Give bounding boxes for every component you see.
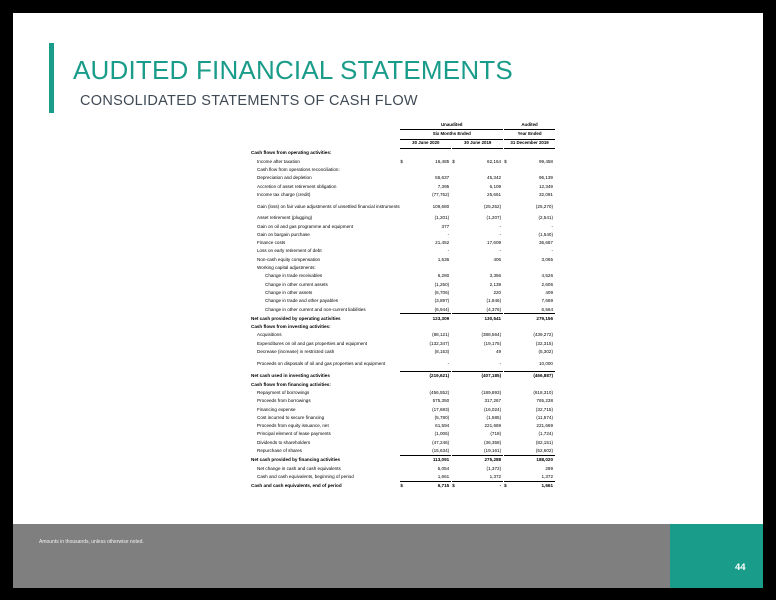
row-label: Expenditures on oil and gas properties and equipment [257, 340, 368, 346]
value-30-jun-2020: 61,594 [435, 423, 450, 429]
table-row [250, 438, 555, 446]
table-row [250, 356, 555, 372]
value-30-jun-2020 [407, 165, 452, 173]
value-30-jun-2020 [407, 380, 452, 388]
value-31-dec-2019: 3,065 [541, 256, 553, 262]
table-row [250, 472, 555, 481]
table-row [250, 323, 555, 331]
table-row [250, 347, 555, 355]
row-label: Change in other assets [265, 289, 313, 295]
value-30-jun-2019: 221,669 [484, 423, 502, 429]
table-row [250, 239, 555, 247]
value-30-jun-2020: 109,680 [432, 203, 450, 209]
currency-symbol: $ [452, 158, 455, 164]
row-label: Cost incurred to secure financing [257, 414, 325, 420]
value-31-dec-2019: (466,887) [510, 371, 555, 380]
value-30-jun-2020 [407, 148, 452, 157]
value-30-jun-2019: (36,358) [483, 439, 502, 445]
row-label: Net cash used in investing activities [251, 373, 330, 379]
value-30-jun-2019 [458, 263, 503, 271]
value-30-jun-2019: (19,161) [483, 448, 502, 454]
footnote: Amounts in thousands, unless otherwise noted. [39, 539, 144, 545]
row-label: Repurchase of shares [257, 448, 302, 454]
value-31-dec-2019: - [551, 223, 553, 229]
table-row [250, 446, 555, 455]
table-row [250, 405, 555, 413]
value-30-jun-2019: 62,164 [487, 158, 502, 164]
value-30-jun-2019: 275,288 [458, 455, 503, 464]
row-label: Non-cash equity compensation [257, 256, 321, 262]
value-30-jun-2019: 130,541 [458, 314, 503, 323]
row-label: Income tax charge (credit) [257, 192, 311, 197]
value-31-dec-2019: 2,606 [541, 281, 553, 287]
value-30-jun-2020: - [447, 231, 450, 237]
value-31-dec-2019: (2,541) [538, 215, 553, 221]
value-30-jun-2020: (47,246) [432, 439, 450, 445]
value-30-jun-2020: (456,552) [429, 389, 450, 395]
value-30-jun-2020: 6,715 [407, 481, 452, 490]
value-31-dec-2019: (1,540) [538, 231, 553, 237]
row-label: Cash flows from operating activities: [251, 150, 332, 156]
value-31-dec-2019: 221,669 [536, 423, 553, 429]
value-30-jun-2019: - [499, 223, 502, 229]
unaudited-header: Unaudited [400, 121, 503, 130]
value-30-jun-2020: (6,944) [434, 306, 450, 312]
value-30-jun-2019: 220 [493, 289, 502, 295]
value-31-dec-2019 [510, 263, 555, 271]
value-30-jun-2019 [458, 323, 503, 331]
table-row [250, 148, 555, 157]
table-row [250, 214, 555, 222]
row-label: Accretion of asset retirement obligation [257, 183, 337, 189]
currency-symbol: $ [504, 481, 510, 490]
value-30-jun-2019: - [499, 360, 502, 366]
value-31-dec-2019: (32,315) [535, 340, 553, 346]
value-30-jun-2020: (15,634) [432, 448, 450, 454]
row-label: Change in other current assets [265, 281, 328, 287]
value-31-dec-2019: 4,526 [541, 273, 553, 279]
value-30-jun-2020: 123,309 [407, 314, 452, 323]
table-row [250, 280, 555, 288]
table-row [250, 314, 555, 323]
value-31-dec-2019: 188,020 [510, 455, 555, 464]
row-label: Depreciation and depletion [257, 175, 312, 181]
value-31-dec-2019: 96,139 [538, 175, 553, 181]
row-label: Repayment of borrowings [257, 389, 310, 395]
value-30-jun-2020: (1,250) [434, 281, 450, 287]
value-31-dec-2019 [510, 148, 555, 157]
value-30-jun-2019: 17,609 [487, 240, 502, 246]
value-30-jun-2019: 49 [495, 349, 502, 355]
table-row [250, 157, 555, 165]
value-30-jun-2019: (1,585) [486, 414, 502, 420]
value-30-jun-2020: 16,485 [435, 158, 450, 164]
row-label: Income after taxation [257, 158, 300, 164]
table-row [250, 247, 555, 255]
value-30-jun-2020: (219,621) [407, 371, 452, 380]
value-30-jun-2020: (8,153) [434, 349, 450, 355]
currency-symbol: $ [452, 481, 458, 490]
value-31-dec-2019: 1,661 [510, 481, 555, 490]
year-ended-header: Year Ended [504, 130, 555, 139]
table-row [250, 413, 555, 421]
table-row [250, 222, 555, 230]
value-30-jun-2019: (718) [490, 431, 502, 437]
value-30-jun-2019: (189,893) [481, 389, 502, 395]
table-row [250, 182, 555, 190]
value-30-jun-2019: (388,564) [481, 332, 502, 338]
value-30-jun-2020: (1,006) [434, 431, 450, 437]
row-label: Gain on bargain purchase [257, 231, 310, 237]
value-31-dec-2019: 99,458 [538, 158, 553, 164]
value-30-jun-2020: (77,752) [432, 192, 450, 197]
value-30-jun-2019: (1,372) [486, 465, 502, 471]
header-row-audit-status [250, 121, 555, 130]
value-31-dec-2019 [510, 165, 555, 173]
value-30-jun-2020: 1,536 [437, 256, 450, 262]
row-label: Proceeds from borrowings [257, 398, 311, 404]
value-30-jun-2020: 377 [441, 223, 450, 229]
row-label: Gain on oil and gas programme and equipment [257, 223, 354, 229]
value-30-jun-2019 [458, 165, 503, 173]
value-31-dec-2019: 6,564 [541, 306, 553, 312]
row-label: Dividends to shareholders [257, 439, 311, 445]
col3-date-header: 31 December 2019 [504, 139, 555, 148]
value-31-dec-2019: (32,715) [535, 406, 553, 412]
title-accent-bar [49, 43, 54, 113]
value-30-jun-2019: 406 [493, 256, 502, 262]
value-30-jun-2020: 55,637 [435, 175, 450, 181]
row-label: Change in trade receivables [265, 273, 323, 279]
row-label: Change in other current and non-current liabilities [265, 306, 366, 312]
value-31-dec-2019: (82,151) [535, 439, 553, 445]
table-row [250, 174, 555, 182]
value-30-jun-2020: 7,395 [437, 183, 450, 189]
cash-flow-table [250, 121, 555, 490]
value-30-jun-2020: - [447, 360, 450, 366]
row-label: Proceeds on disposals of oil and gas properties and equipment [257, 360, 386, 366]
col1-date-header: 30 June 2020 [400, 139, 451, 148]
currency-symbol: $ [400, 481, 406, 490]
value-31-dec-2019: 409 [545, 289, 553, 295]
footer-bar [13, 524, 670, 588]
row-label: Change in trade and other payables [265, 298, 339, 304]
table-row [250, 371, 555, 380]
table-row [250, 397, 555, 405]
six-months-header: Six Months Ended [400, 130, 503, 139]
value-30-jun-2019: - [458, 481, 503, 490]
row-label: Working capital adjustments: [257, 265, 316, 271]
row-label: Decrease (increase) in restricted cash [257, 349, 335, 355]
value-30-jun-2020: 6,280 [437, 273, 450, 279]
header-row-dates [250, 139, 555, 148]
value-30-jun-2020: 113,091 [407, 455, 452, 464]
header-row-period [250, 130, 555, 139]
value-30-jun-2019: 6,109 [489, 183, 502, 189]
value-31-dec-2019: 10,000 [538, 360, 553, 366]
value-31-dec-2019: 36,667 [538, 240, 553, 246]
value-30-jun-2019: (1,207) [486, 215, 502, 221]
value-30-jun-2019: (25,252) [483, 203, 502, 209]
value-30-jun-2019: (1,846) [486, 298, 502, 304]
row-label: Gain (loss) on fair value adjustments of unsettled financial instruments [257, 203, 400, 209]
row-label: Cash flow from operations reconciliation: [257, 167, 340, 173]
row-label: Cash and cash equivalents, end of period [251, 482, 342, 488]
value-31-dec-2019: - [551, 248, 553, 254]
value-30-jun-2019: - [499, 248, 502, 254]
value-30-jun-2020: - [447, 248, 450, 254]
table-row [250, 388, 555, 396]
value-30-jun-2019: 45,342 [487, 175, 502, 181]
table-row [250, 464, 555, 472]
value-30-jun-2020: 1,661 [437, 473, 450, 479]
value-31-dec-2019 [510, 380, 555, 388]
value-31-dec-2019: (5,302) [538, 349, 553, 355]
value-30-jun-2019: - [499, 231, 502, 237]
value-31-dec-2019: (52,602) [535, 448, 553, 454]
table-row [250, 263, 555, 271]
value-31-dec-2019: 1,372 [541, 473, 553, 479]
table-row [250, 430, 555, 438]
value-30-jun-2020: (88,121) [432, 332, 450, 338]
table-row [250, 380, 555, 388]
table-row [250, 422, 555, 430]
row-label: Principal element of lease payments [257, 431, 331, 437]
value-31-dec-2019: (11,574) [536, 414, 553, 420]
row-label: Net cash provided by operating activities [251, 315, 341, 321]
currency-symbol: $ [400, 158, 403, 164]
value-30-jun-2019: (16,024) [483, 406, 502, 412]
value-30-jun-2019: (19,175) [483, 340, 502, 346]
value-30-jun-2020 [407, 323, 452, 331]
row-label: Acquisitions [257, 332, 282, 338]
value-30-jun-2020 [407, 263, 452, 271]
col2-date-header: 30 June 2019 [452, 139, 503, 148]
table-row [250, 481, 555, 490]
value-30-jun-2019 [458, 380, 503, 388]
value-31-dec-2019: (25,270) [535, 203, 553, 209]
table-row [250, 165, 555, 173]
table-row [250, 455, 555, 464]
row-label: Financing expense [257, 406, 296, 412]
value-31-dec-2019 [510, 323, 555, 331]
page-title: AUDITED FINANCIAL STATEMENTS [73, 55, 513, 85]
table-row [250, 272, 555, 280]
page-number: 44 [735, 562, 746, 573]
table-row [250, 288, 555, 296]
value-31-dec-2019: (1,724) [538, 431, 553, 437]
row-label: Net cash provided by financing activities [251, 457, 341, 463]
value-31-dec-2019: (618,310) [533, 389, 553, 395]
value-30-jun-2019: 25,661 [487, 192, 502, 197]
slide [13, 13, 763, 588]
value-30-jun-2019: 3,356 [489, 273, 502, 279]
value-30-jun-2020: (3,897) [434, 298, 450, 304]
value-30-jun-2020: 575,350 [432, 398, 450, 404]
row-label: Loss on early retirement of debt [257, 248, 322, 254]
value-30-jun-2019: 2,139 [489, 281, 502, 287]
table-row [250, 199, 555, 214]
value-31-dec-2019: 7,669 [541, 298, 553, 304]
table-row [250, 331, 555, 339]
value-31-dec-2019: (439,272) [533, 332, 553, 338]
value-30-jun-2020: (132,347) [429, 340, 450, 346]
currency-symbol: $ [504, 158, 507, 164]
value-31-dec-2019: 32,091 [538, 192, 553, 197]
value-30-jun-2020: 5,054 [437, 465, 450, 471]
value-30-jun-2020: 21,452 [435, 240, 450, 246]
row-label: Cash and cash equivalents, beginning of period [257, 474, 354, 480]
row-label: Cash flows from financing activities: [251, 381, 331, 387]
value-30-jun-2020: (6,706) [434, 289, 450, 295]
row-label: Proceeds from equity issuance, net [257, 423, 329, 429]
value-31-dec-2019: 12,349 [538, 183, 553, 189]
value-30-jun-2020: (1,201) [434, 215, 450, 221]
value-30-jun-2019: (4,376) [486, 306, 502, 312]
value-30-jun-2019: 317,267 [484, 398, 502, 404]
row-label: Cash flows from investing activities: [251, 324, 331, 330]
value-31-dec-2019: 765,238 [536, 398, 553, 404]
table-row [250, 190, 555, 198]
row-label: Finance costs [257, 240, 286, 246]
table-row [250, 305, 555, 314]
table-row [250, 339, 555, 347]
table-row [250, 255, 555, 263]
value-30-jun-2019: (407,185) [458, 371, 503, 380]
value-30-jun-2019 [458, 148, 503, 157]
row-label: Net change in cash and cash equivalents [257, 465, 341, 471]
table-row [250, 297, 555, 305]
value-31-dec-2019: 289 [545, 465, 553, 471]
page-subtitle: CONSOLIDATED STATEMENTS OF CASH FLOW [80, 93, 418, 109]
audited-header: Audited [504, 121, 555, 130]
row-label: Asset retirement (plugging) [257, 215, 313, 221]
value-30-jun-2019: 1,372 [489, 473, 502, 479]
value-31-dec-2019: 279,156 [510, 314, 555, 323]
table-row [250, 230, 555, 238]
value-30-jun-2020: (17,683) [432, 406, 450, 412]
page-number-box [670, 524, 763, 588]
value-30-jun-2020: (5,780) [434, 414, 450, 420]
